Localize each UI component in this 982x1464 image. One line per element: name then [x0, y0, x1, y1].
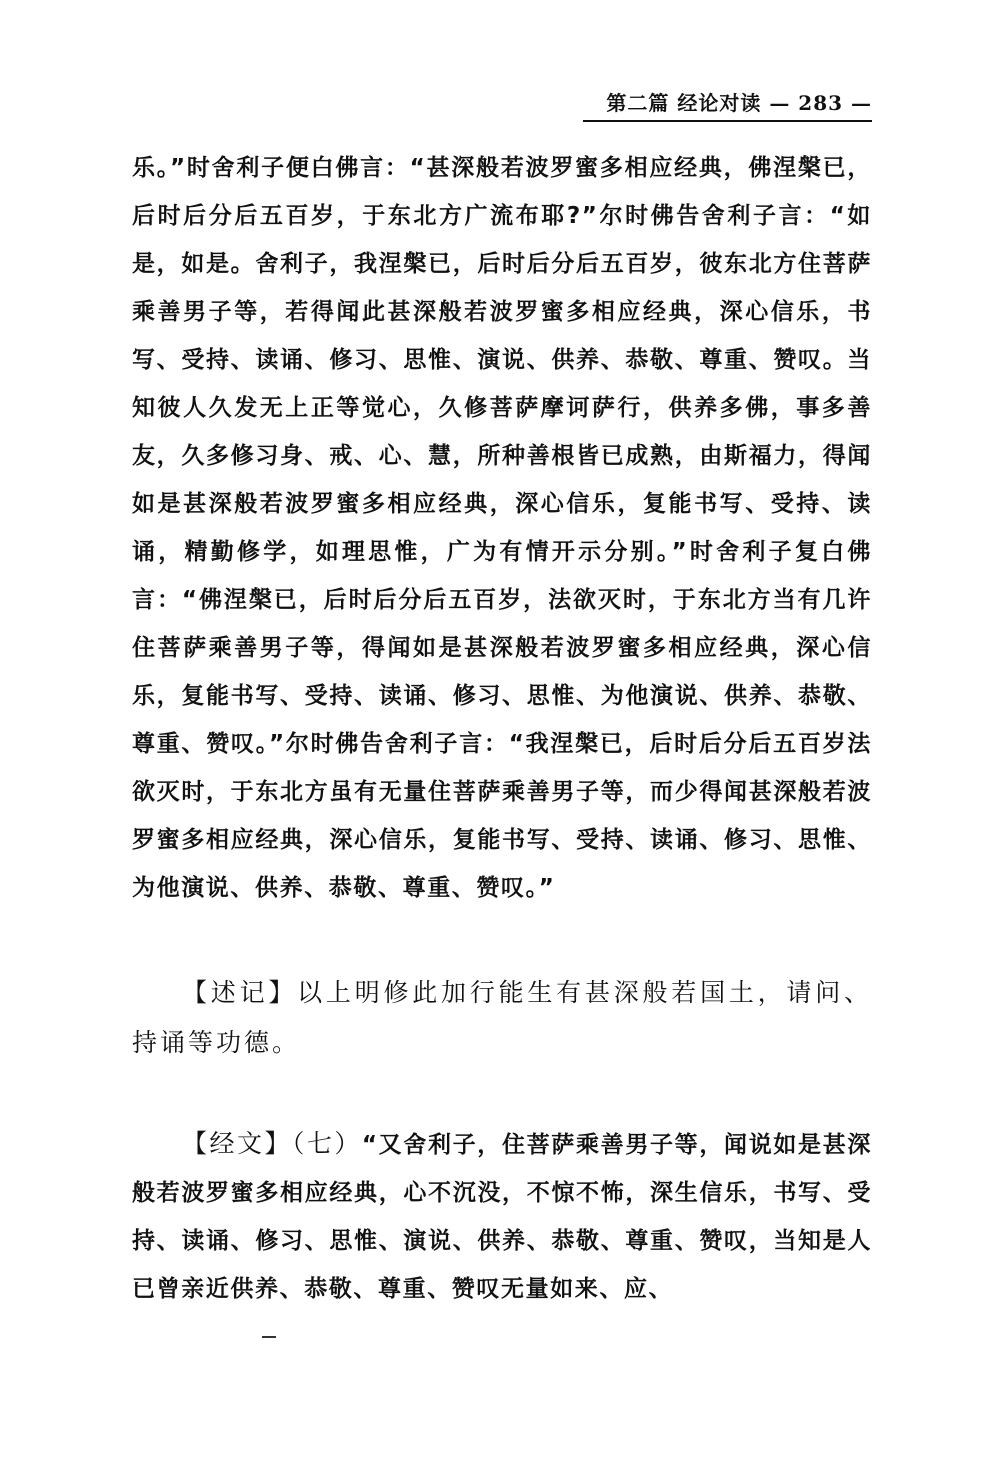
sutra-quote-paragraph: 乐。”时舍利子便白佛言：“甚深般若波罗蜜多相应经典，佛涅槃已，后时后分后五百岁，于东北方广流布耶?”尔时佛告舍利子言：“如是，如是。舍利子，我涅槃已，后时后分后五百岁，彼东北方住菩萨乘善男子等，若得闻此甚深般若波罗蜜多相应经典，深心信乐，书写、受持、读诵、修习、思惟、演说、供养、恭敬、尊重、赞叹。当知彼人久发无上正等觉心，久修菩萨摩诃萨行，供养多佛，事多善友，久多修习身、戒、心、慧，所种善根皆已成熟，由斯福力，得闻如是甚深般若波罗蜜多相应经典，深心信乐，复能书写、受持、读诵，精勤修学，如理思惟，广为有情开示分别。”时舍利子复白佛言：“佛涅槃已，后时后分后五百岁，法欲灭时，于东北方当有几许住菩萨乘善男子等，得闻如是甚深般若波罗蜜多相应经典，深心信乐，复能书写、受持、读诵、修习、思惟、为他演说、供养、恭敬、尊重、赞叹。”尔时佛告舍利子言：“我涅槃已，后时后分后五百岁法欲灭时，于东北方虽有无量住菩萨乘善男子等，而少得闻甚深般若波罗蜜多相应经典，深心信乐，复能书写、受持、读诵、修习、思惟、为他演说、供养、恭敬、尊重、赞叹。”: [132, 155, 872, 901]
sutra-text-body: “又舍利子，住菩萨乘善男子等，闻说如是甚深般若波罗蜜多相应经典，心不沉没，不惊不怖，深生信乐，书写、受持、读诵、修习、思惟、演说、供养、恭敬、尊重、赞叹，当知是人已曾亲近供养、恭敬、尊重、赞叹无量如来、应、: [132, 1132, 872, 1302]
running-header: 第二篇 经论对读 — 283 —: [606, 91, 872, 115]
sutra-text-paragraph: [132, 1120, 872, 1313]
sutra-text-label: 【经文】（七）: [182, 1129, 362, 1158]
header-rule: [583, 120, 872, 122]
stray-mark: [262, 1336, 276, 1338]
commentary-paragraph: 【述记】以上明修此加行能生有甚深般若国土，请问、持诵等功德。: [132, 978, 872, 1057]
